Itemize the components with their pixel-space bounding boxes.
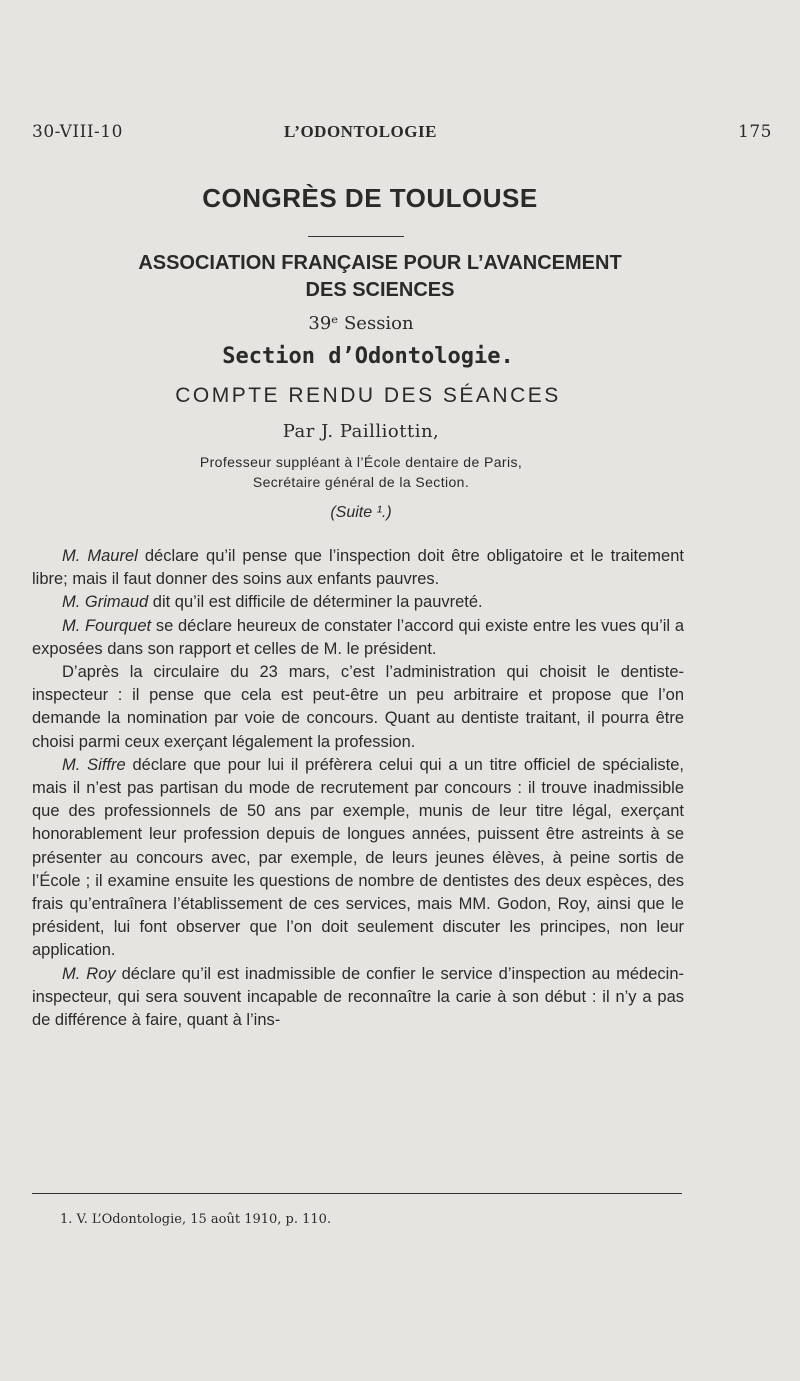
session-heading: 39ᵉ Session: [308, 313, 414, 334]
page-number: 175: [738, 122, 772, 142]
paragraph: [32, 545, 684, 591]
affiliation-line-2: Secrétaire général de la Section.: [252, 474, 470, 490]
author-affiliation: [0, 452, 722, 492]
paragraph: [32, 754, 684, 963]
paragraph: [32, 591, 684, 614]
paragraph: [32, 661, 684, 754]
journal-title: L’ODONTOLOGIE: [284, 122, 437, 141]
speaker-name: M. Roy: [62, 964, 116, 983]
paragraph: [32, 963, 684, 1033]
paragraph-text: déclare qu’il pense que l’inspection doit être obligatoire et le traitement libre; mais il faut donner des soins aux enfants pauvres.: [32, 547, 684, 589]
paragraph-text: dit qu’il est difficile de déterminer la pauvreté.: [148, 593, 483, 612]
running-header: [32, 122, 772, 146]
association-line-1: ASSOCIATION FRANÇAISE POUR L’AVANCEMENT: [138, 252, 622, 274]
association-line-2: DES SCIENCES: [305, 279, 455, 301]
footnote-rule: [32, 1193, 682, 1194]
author-line: Par J. Pailliottin,: [282, 421, 440, 442]
paragraph-text: se déclare heureux de constater l’accord qui existe entre les vues qu’il a exposées dans son rapport et celles de M. le président.: [32, 616, 684, 658]
report-heading: COMPTE RENDU DES SÉANCES: [175, 384, 561, 407]
paragraph-text: déclare qu’il est inadmissible de confier le service d’inspection au médecin-inspecteur, qui sera souvent incapable de reconnaître la carie à son début : il n’y a pas de différence à faire, quant à l’ins-: [32, 964, 684, 1030]
paragraph-text: déclare que pour lui il préfèrera celui qui a un titre officiel de spécialiste, mais il n’est pas partisan du mode de recrutement par concours : il trouve inadmissible que des professionnels de 50 ans par exemple, munis de leur titre légal, exerçant honorablement leur profession depuis de longues années, puissent être astreints à se présenter au concours avec, par exemple, de leurs jeunes élèves, à peine sortis de l’École ; il examine ensuite les questions de nombre de dentistes des deux espèces, des frais qu’entraînera l’établissement de ces services, mais MM. Godon, Roy, ainsi que le président, lui font observer que l’on doit seulement discuter les principes, non leur application.: [32, 755, 684, 960]
continuation-note: (Suite ¹.): [330, 504, 392, 521]
article-title: CONGRÈS DE TOULOUSE: [202, 183, 538, 213]
paragraph-text: D’après la circulaire du 23 mars, c’est l’administration qui choisit le dentiste-inspecteur : il pense que cela est peut-être un peu arbitraire et propose que l’on demande la nomination par voie de concours. Quant au dentiste traitant, il pourra être choisi parmi ceux exerçant légalement la profession.: [32, 663, 684, 751]
speaker-name: M. Fourquet: [62, 616, 152, 635]
footnote: 1. V. L’Odontologie, 15 août 1910, p. 110.: [60, 1212, 332, 1227]
section-heading: Section d’Odontologie.: [222, 344, 514, 369]
affiliation-line-1: Professeur suppléant à l’École dentaire de Paris,: [199, 454, 523, 470]
article-body: [32, 545, 684, 1032]
speaker-name: M. Grimaud: [62, 593, 149, 612]
paragraph: [32, 615, 684, 661]
association-heading: [30, 250, 730, 304]
title-rule: [308, 236, 404, 237]
speaker-name: M. Maurel: [62, 547, 138, 565]
speaker-name: M. Siffre: [62, 755, 126, 774]
header-date: 30-VIII-10: [32, 122, 123, 142]
